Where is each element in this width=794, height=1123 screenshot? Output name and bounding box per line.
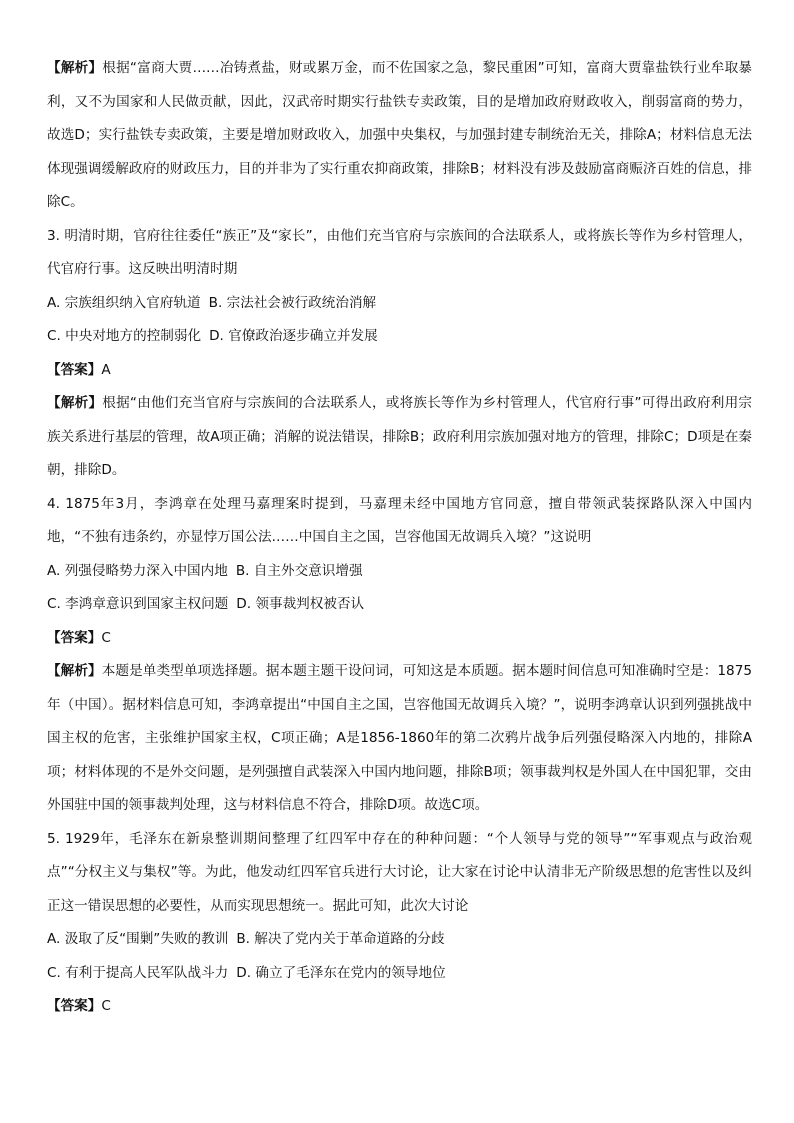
question-5-options-cd <box>47 957 752 991</box>
option-c: C. 中央对地方的控制弱化 <box>47 328 202 344</box>
option-d: D. 官僚政治逐步确立并发展 <box>209 328 378 344</box>
option-b: B. 自主外交意识增强 <box>235 562 363 579</box>
question-5-answer <box>47 990 752 1024</box>
answer-value: C <box>101 629 111 646</box>
option-c: C. 李鸿章意识到国家主权问题 <box>47 596 229 612</box>
answer-value: C <box>101 998 111 1014</box>
option-a: A. 列强侵略势力深入中国内地 <box>47 562 228 579</box>
question-3-options-ab <box>47 287 752 321</box>
question-5-options-ab <box>47 923 752 957</box>
option-a: A. 汲取了反“围剿”失败的教训 <box>47 931 229 947</box>
question-3-analysis <box>47 387 752 488</box>
answer-tag: 【答案】 <box>47 361 102 378</box>
option-c: C. 有利于提高人民军队战斗力 <box>47 964 229 981</box>
option-d: D. 确立了毛泽东在党内的领导地位 <box>236 964 446 981</box>
analysis-text: 根据“由他们充当官府与宗族间的合法联系人，或将族长等作为乡村管理人，代官府行事”可得出政府利用宗族关系进行基层的管理，故A项正确；消解的说法错误，排除B；政府利用宗族加强对地方的管理，排除C；D项是在秦朝，排除D。 <box>47 395 752 478</box>
option-b: B. 解决了党内关于革命道路的分歧 <box>236 931 445 947</box>
question-5-stem: 5. 1929年，毛泽东在新泉整训期间整理了红四军中存在的种种问题：“个人领导与党的领导”“军事观点与政治观点”“分权主义与集权”等。为此，他发动红四军官兵进行大讨论，让大家在讨论中认清非无产阶级思想的危害性以及纠正这一错误思想的必要性，从而实现思想统一。据此可知，此次大讨论 <box>47 830 752 914</box>
option-d: D. 领事裁判权被否认 <box>236 596 365 612</box>
question-4-analysis <box>47 655 752 823</box>
analysis-paragraph <box>47 52 752 220</box>
answer-tag: 【答案】 <box>47 998 102 1014</box>
question-4-answer <box>47 622 752 656</box>
option-a: A. 宗族组织纳入官府轨道 <box>47 294 201 311</box>
option-b: B. 宗法社会被行政统治消解 <box>208 294 377 311</box>
analysis-text: 根据“富商大贾……冶铸煮盐，财或累万金，而不佐国家之急，黎民重困”可知，富商大贾靠盐铁行业牟取暴利，又不为国家和人民做贡献，因此，汉武帝时期实行盐铁专卖政策，目的是增加政府财政收入，削弱富商的势力，故选D；实行盐铁专卖政策，主要是增加财政收入，加强中央集权，与加强封建专制统治无关，排除A；材料信息无法体现强调缓解政府的财政压力，目的并非为了实行重农抑商政策，排除B；材料没有涉及鼓励富商赈济百姓的信息，排除C。 <box>47 60 752 210</box>
analysis-tag: 【解析】 <box>47 663 102 679</box>
question-3-options-cd <box>47 320 752 354</box>
analysis-text: 本题是单类型单项选择题。据本题主题干设问词，可知这是本质题。据本题时间信息可知准确时空是：1875年（中国）。据材料信息可知，李鸿章提出“中国自主之国，岂容他国无故调兵入境？”，说明李鸿章认识到列强挑战中国主权的危害，主张维护国家主权，C项正确；A是1856-1860年的第二次鸦片战争后列强侵略深入内地的，排除A项；材料体现的不是外交问题，是列强擅自武装深入中国内地问题，排除B项；领事裁判权是外国人在中国犯罪，交由外国驻中国的领事裁判处理，这与材料信息不符合，排除D项。故选C项。 <box>47 663 753 813</box>
question-4-options-cd <box>47 588 752 622</box>
question-3-stem: 3. 明清时期，官府往往委任“族正”及“家长”，由他们充当官府与宗族间的合法联系人，或将族长等作为乡村管理人，代官府行事。这反映出明清时期 <box>47 227 752 277</box>
answer-value: A <box>101 361 111 378</box>
analysis-tag: 【解析】 <box>47 60 103 76</box>
question-4-options-ab <box>47 555 752 589</box>
document-body <box>47 52 752 1024</box>
answer-tag: 【答案】 <box>47 629 102 646</box>
question-3-answer <box>47 354 752 388</box>
question-4-stem: 4. 1875年3月，李鸿章在处理马嘉理案时提到，马嘉理未经中国地方官同意，擅自带领武装探路队深入中国内地，“不独有违条约，亦显悖万国公法……中国自主之国，岂容他国无故调兵入境？”这说明 <box>47 495 752 545</box>
analysis-tag: 【解析】 <box>47 395 103 411</box>
